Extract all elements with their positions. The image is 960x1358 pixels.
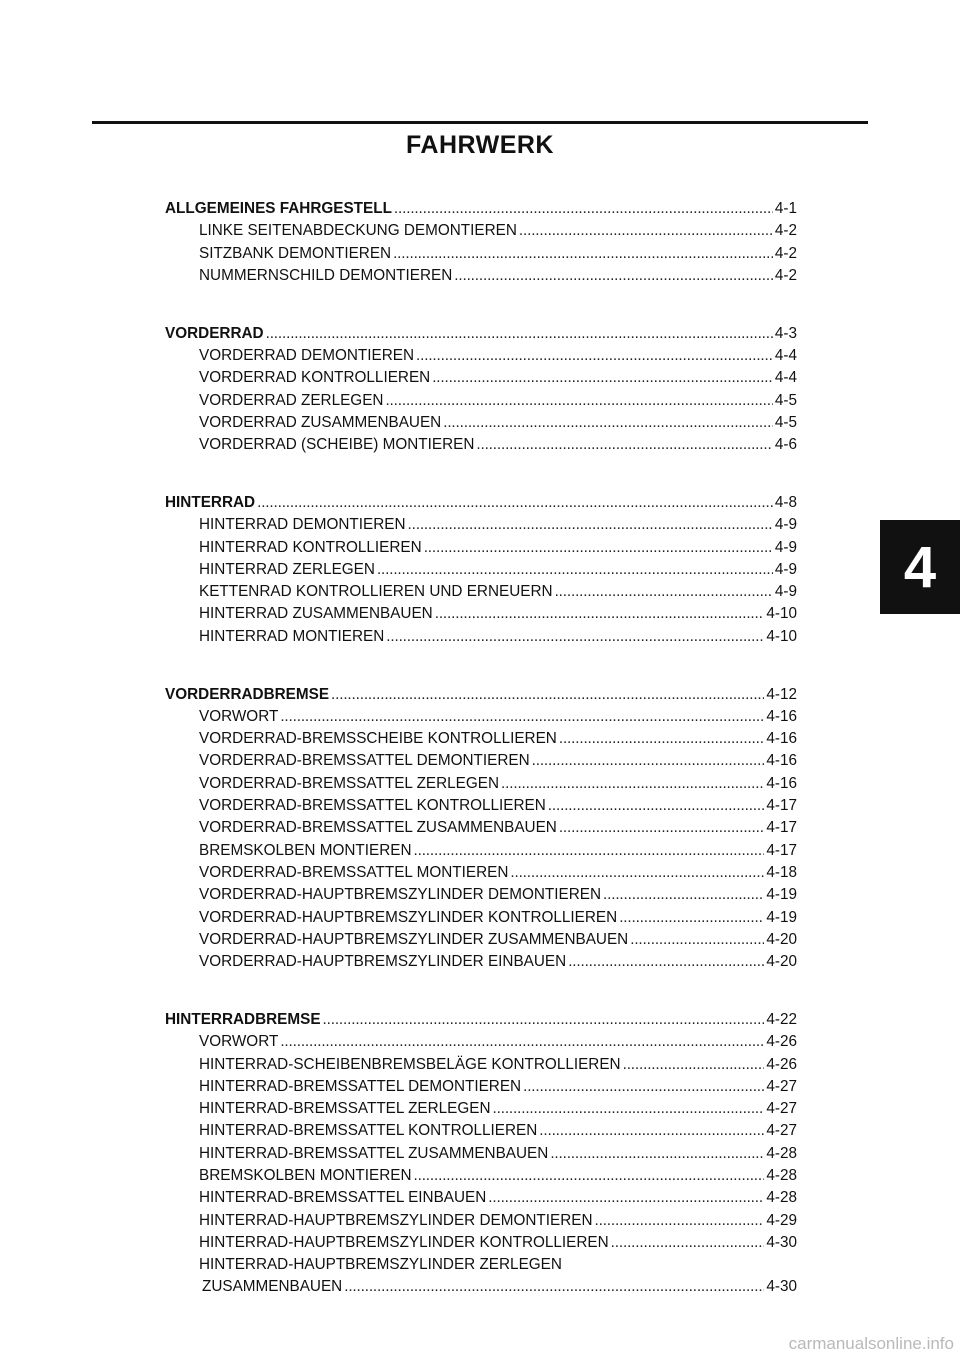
toc-entry-label: HINTERRAD-BREMSSATTEL EINBAUEN (199, 1189, 487, 1207)
toc-entry-label: HINTERRAD-SCHEIBENBREMSBELÄGE KONTROLLIEREN (199, 1055, 621, 1073)
toc-entry[interactable] (165, 243, 797, 265)
toc-entry-page: 4-2 (774, 266, 797, 284)
toc-entry[interactable] (165, 434, 797, 456)
dot-leader (523, 1076, 764, 1098)
dot-leader (408, 514, 773, 536)
dot-leader (386, 626, 764, 648)
toc-entry-page: 4-17 (766, 797, 797, 815)
toc-entry-page: 4-9 (774, 516, 797, 534)
toc-entry-label: VORDERRAD (165, 324, 264, 342)
toc-entry-label: KETTENRAD KONTROLLIEREN UND ERNEUERN (199, 583, 553, 601)
toc-entry[interactable] (165, 1076, 797, 1098)
dot-leader (555, 581, 773, 603)
dot-leader (323, 1009, 765, 1031)
toc-entry-page: 4-28 (766, 1189, 797, 1207)
toc-entry[interactable] (165, 603, 797, 625)
toc-entry-label: HINTERRAD ZUSAMMENBAUEN (199, 605, 433, 623)
toc-entry-page: 4-12 (766, 685, 797, 703)
toc-entry-label: HINTERRAD KONTROLLIEREN (199, 538, 422, 556)
toc-entry-page: 4-2 (774, 222, 797, 240)
toc-section (165, 323, 797, 457)
toc-entry-page: 4-20 (766, 953, 797, 971)
dot-leader (493, 1098, 765, 1120)
toc-entry-page: 4-2 (774, 244, 797, 262)
toc-entry[interactable] (165, 862, 797, 884)
toc-entry[interactable] (165, 1054, 797, 1076)
toc-entry-label: HINTERRAD-BREMSSATTEL KONTROLLIEREN (199, 1122, 538, 1140)
dot-leader (257, 492, 773, 514)
toc-entry-label: VORDERRAD-HAUPTBREMSZYLINDER KONTROLLIEREN (199, 908, 618, 926)
dot-leader (344, 1276, 764, 1298)
toc-entry[interactable] (165, 367, 797, 389)
dot-leader (539, 1120, 764, 1142)
toc-entry[interactable] (165, 884, 797, 906)
toc-entry-label: VORDERRAD-BREMSSATTEL ZERLEGEN (199, 774, 500, 792)
toc-entry-label: SITZBANK DEMONTIEREN (199, 244, 392, 262)
toc-entry-page: 4-8 (774, 493, 797, 511)
toc-section (165, 1009, 797, 1299)
toc-entry[interactable] (165, 817, 797, 839)
page-title: FAHRWERK (406, 131, 554, 159)
toc-entry-page: 4-28 (766, 1166, 797, 1184)
toc-entry-label: VORDERRAD KONTROLLIEREN (199, 369, 431, 387)
toc-entry-label: VORDERRAD-HAUPTBREMSZYLINDER EINBAUEN (199, 953, 567, 971)
dot-leader (603, 884, 764, 906)
toc-entry[interactable] (165, 220, 797, 242)
toc-entry[interactable] (165, 1254, 797, 1276)
toc-entry-page: 4-6 (774, 436, 797, 454)
dot-leader (501, 773, 764, 795)
dot-leader (559, 728, 765, 750)
toc-entry[interactable] (165, 706, 797, 728)
toc-entry[interactable] (165, 1120, 797, 1142)
toc-entry-page: 4-17 (766, 819, 797, 837)
dot-leader (416, 345, 773, 367)
toc-section-heading[interactable] (165, 198, 797, 220)
toc-section-heading[interactable] (165, 323, 797, 345)
dot-leader (393, 243, 773, 265)
dot-leader (454, 265, 773, 287)
toc-entry-label: LINKE SEITENABDECKUNG DEMONTIEREN (199, 222, 517, 240)
dot-leader (280, 1031, 764, 1053)
toc-entry-label: VORDERRAD-BREMSSATTEL DEMONTIEREN (199, 752, 530, 770)
dot-leader (394, 198, 773, 220)
toc-entry-page: 4-27 (766, 1100, 797, 1118)
toc-entry-page: 4-19 (766, 886, 797, 904)
toc-entry-page: 4-9 (774, 560, 797, 578)
toc-entry[interactable] (165, 559, 797, 581)
top-rule (92, 121, 868, 124)
toc-entry-page: 4-19 (766, 908, 797, 926)
toc-section (165, 198, 797, 287)
toc-entry-page: 4-1 (774, 200, 797, 217)
dot-leader (611, 1232, 765, 1254)
toc-entry-label: VORDERRAD-BREMSSATTEL ZUSAMMENBAUEN (199, 819, 557, 837)
toc-entry[interactable] (165, 1031, 797, 1053)
toc-entry-page: 4-18 (766, 863, 797, 881)
toc-entry[interactable] (165, 412, 797, 434)
toc-entry-page: 4-17 (766, 841, 797, 859)
dot-leader (331, 684, 764, 706)
toc-entry-label: HINTERRAD-HAUPTBREMSZYLINDER DEMONTIEREN (199, 1211, 593, 1229)
toc-entry[interactable] (165, 581, 797, 603)
toc-entry[interactable] (165, 390, 797, 412)
toc-section-heading[interactable] (165, 1009, 797, 1031)
toc-entry-label: HINTERRAD DEMONTIEREN (199, 516, 406, 534)
toc-entry[interactable] (165, 795, 797, 817)
toc-entry-label: HINTERRADBREMSE (165, 1010, 321, 1028)
toc-entry-label: VORDERRAD-BREMSSATTEL MONTIEREN (199, 863, 509, 881)
dot-leader (568, 951, 764, 973)
toc-entry-label: BREMSKOLBEN MONTIEREN (199, 841, 412, 859)
table-of-contents (165, 198, 797, 1334)
toc-entry[interactable] (165, 1165, 797, 1187)
toc-entry-label: BREMSKOLBEN MONTIEREN (199, 1166, 412, 1184)
toc-entry-page: 4-22 (766, 1010, 797, 1028)
dot-leader (432, 367, 773, 389)
toc-entry-page: 4-16 (766, 730, 797, 748)
dot-leader (623, 1054, 765, 1076)
dot-leader (619, 907, 764, 929)
toc-entry-label: VORDERRAD-BREMSSATTEL KONTROLLIEREN (199, 797, 546, 815)
toc-entry-label: HINTERRAD (165, 493, 256, 511)
toc-entry-page: 4-9 (774, 538, 797, 556)
dot-leader (435, 603, 765, 625)
toc-entry-label: NUMMERNSCHILD DEMONTIEREN (199, 266, 453, 284)
toc-entry-page: 4-10 (766, 627, 797, 645)
toc-entry-page: 4-28 (766, 1144, 797, 1162)
toc-entry-label: VORWORT (199, 1033, 279, 1051)
dot-leader (519, 220, 773, 242)
toc-entry[interactable] (165, 929, 797, 951)
dot-leader (414, 1165, 765, 1187)
toc-entry-page: 4-9 (774, 583, 797, 601)
toc-entry-label: HINTERRAD-HAUPTBREMSZYLINDER ZERLEGEN (199, 1256, 562, 1274)
toc-entry-label: HINTERRAD-HAUPTBREMSZYLINDER KONTROLLIEREN (199, 1233, 609, 1251)
toc-entry[interactable] (165, 728, 797, 750)
toc-entry[interactable] (165, 514, 797, 536)
toc-entry[interactable] (165, 1232, 797, 1254)
toc-entry-label: VORDERRAD ZERLEGEN (199, 391, 384, 409)
toc-entry-label: VORDERRAD ZUSAMMENBAUEN (199, 413, 442, 431)
dot-leader (630, 929, 764, 951)
dot-leader (550, 1143, 764, 1165)
toc-entry[interactable] (165, 1187, 797, 1209)
dot-leader (595, 1210, 765, 1232)
toc-entry-label: VORDERRAD-BREMSSCHEIBE KONTROLLIEREN (199, 730, 557, 748)
chapter-tab: 4 (880, 520, 960, 614)
dot-leader (443, 412, 773, 434)
toc-section-heading[interactable] (165, 684, 797, 706)
toc-entry[interactable] (165, 1098, 797, 1120)
toc-entry-page: 4-27 (766, 1077, 797, 1095)
toc-entry[interactable] (165, 750, 797, 772)
toc-entry-label: HINTERRAD-BREMSSATTEL ZUSAMMENBAUEN (199, 1144, 549, 1162)
toc-entry-page: 4-30 (766, 1233, 797, 1251)
toc-entry[interactable] (165, 1210, 797, 1232)
toc-entry-page: 4-30 (766, 1278, 797, 1296)
dot-leader (424, 537, 773, 559)
toc-entry-label: HINTERRAD-BREMSSATTEL ZERLEGEN (199, 1100, 491, 1118)
toc-entry-page: 4-20 (766, 930, 797, 948)
toc-entry-label: HINTERRAD MONTIEREN (199, 627, 385, 645)
toc-section (165, 492, 797, 648)
toc-entry[interactable] (165, 951, 797, 973)
dot-leader (532, 750, 765, 772)
toc-entry[interactable] (165, 265, 797, 287)
dot-leader (385, 390, 772, 412)
toc-entry-page: 4-3 (774, 324, 797, 342)
dot-leader (510, 862, 764, 884)
dot-leader (266, 323, 773, 345)
toc-entry-continued[interactable] (165, 1276, 797, 1298)
toc-entry-label: HINTERRAD-BREMSSATTEL DEMONTIEREN (199, 1077, 522, 1095)
toc-entry[interactable] (165, 840, 797, 862)
toc-entry-page: 4-16 (766, 774, 797, 792)
dot-leader (414, 840, 765, 862)
dot-leader (280, 706, 764, 728)
toc-section-heading[interactable] (165, 492, 797, 514)
toc-entry-label: ZUSAMMENBAUEN (202, 1278, 343, 1296)
toc-entry-page: 4-5 (774, 413, 797, 431)
toc-entry-label: ALLGEMEINES FAHRGESTELL (165, 200, 392, 217)
watermark: carmanualsonline.info (788, 1334, 954, 1353)
toc-entry-label: VORDERRAD DEMONTIEREN (199, 346, 415, 364)
toc-entry[interactable] (165, 773, 797, 795)
toc-entry-page: 4-29 (766, 1211, 797, 1229)
toc-entry-page: 4-4 (774, 369, 797, 387)
toc-section (165, 684, 797, 974)
toc-entry[interactable] (165, 626, 797, 648)
toc-entry[interactable] (165, 1143, 797, 1165)
toc-entry-page: 4-10 (766, 605, 797, 623)
dot-leader (476, 434, 773, 456)
toc-entry[interactable] (165, 537, 797, 559)
toc-entry-label: VORDERRAD-HAUPTBREMSZYLINDER DEMONTIEREN (199, 886, 602, 904)
toc-entry-page: 4-26 (766, 1055, 797, 1073)
toc-entry[interactable] (165, 345, 797, 367)
toc-entry-page: 4-27 (766, 1122, 797, 1140)
toc-entry-page: 4-4 (774, 346, 797, 364)
toc-entry-page: 4-26 (766, 1033, 797, 1051)
dot-leader (377, 559, 773, 581)
toc-entry-label: HINTERRAD ZERLEGEN (199, 560, 375, 578)
toc-entry-label: VORDERRAD (SCHEIBE) MONTIEREN (199, 436, 475, 454)
toc-entry-label: VORDERRADBREMSE (165, 685, 330, 703)
dot-leader (559, 817, 765, 839)
dot-leader (548, 795, 765, 817)
toc-entry-label: VORDERRAD-HAUPTBREMSZYLINDER ZUSAMMENBAUEN (199, 930, 629, 948)
toc-entry-label: VORWORT (199, 707, 279, 725)
toc-entry-page: 4-5 (774, 391, 797, 409)
toc-entry-page: 4-16 (766, 752, 797, 770)
dot-leader (488, 1187, 764, 1209)
toc-entry[interactable] (165, 907, 797, 929)
toc-entry-page: 4-16 (766, 707, 797, 725)
